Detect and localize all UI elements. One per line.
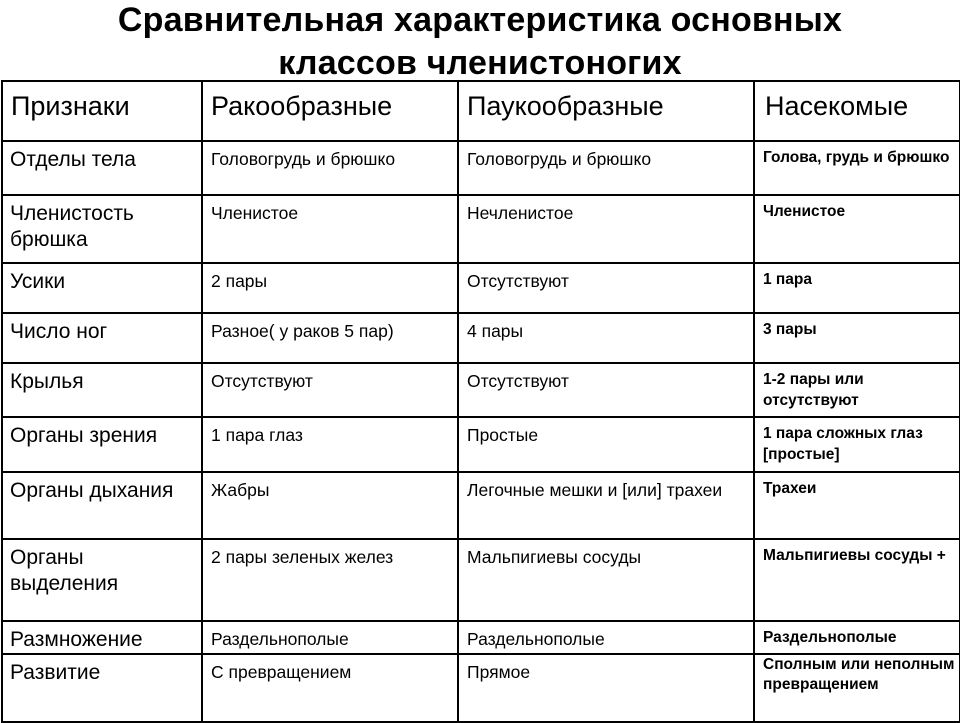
table-row	[2, 313, 960, 363]
insects-cell: Сполным или неполным превращением	[754, 654, 960, 722]
table-row	[2, 263, 960, 313]
crustaceans-cell: 1 пара глаз	[202, 417, 458, 472]
feature-cell: Размножение	[2, 621, 202, 654]
arachnids-cell: Легочные мешки и [или] трахеи	[458, 472, 754, 539]
table-row	[2, 417, 960, 472]
header-insects: Насекомые	[754, 81, 960, 141]
arachnids-cell: Отсутствуют	[458, 363, 754, 417]
table-row	[2, 472, 960, 539]
insects-cell: Трахеи	[754, 472, 960, 539]
arachnids-cell: 4 пары	[458, 313, 754, 363]
crustaceans-cell: Членистое	[202, 195, 458, 263]
insects-cell: Членистое	[754, 195, 960, 263]
table-row	[2, 141, 960, 195]
arachnids-cell: Раздельнополые	[458, 621, 754, 654]
feature-cell: Членистость брюшка	[2, 195, 202, 263]
feature-cell: Число ног	[2, 313, 202, 363]
table-header-row	[2, 81, 960, 141]
insects-cell: Мальпигиевы сосуды +	[754, 539, 960, 621]
header-arachnids: Паукообразные	[458, 81, 754, 141]
crustaceans-cell: Отсутствуют	[202, 363, 458, 417]
crustaceans-cell: 2 пары	[202, 263, 458, 313]
feature-cell: Крылья	[2, 363, 202, 417]
insects-cell: Раздельнополые	[754, 621, 960, 654]
feature-cell: Органы дыхания	[2, 472, 202, 539]
crustaceans-cell: Жабры	[202, 472, 458, 539]
arachnids-cell: Мальпигиевы сосуды	[458, 539, 754, 621]
arachnids-cell: Простые	[458, 417, 754, 472]
crustaceans-cell: С превращением	[202, 654, 458, 722]
header-features: Признаки	[2, 81, 202, 141]
feature-cell: Усики	[2, 263, 202, 313]
arachnids-cell: Нечленистое	[458, 195, 754, 263]
header-crustaceans: Ракообразные	[202, 81, 458, 141]
table-row	[2, 363, 960, 417]
table-row	[2, 621, 960, 654]
page-title	[0, 0, 960, 83]
comparison-table	[1, 80, 960, 723]
feature-cell: Отделы тела	[2, 141, 202, 195]
table-row	[2, 654, 960, 722]
arachnids-cell: Прямое	[458, 654, 754, 722]
insects-cell: 1-2 пары или отсутствуют	[754, 363, 960, 417]
insects-cell: 3 пары	[754, 313, 960, 363]
crustaceans-cell: Разное( у раков 5 пар)	[202, 313, 458, 363]
crustaceans-cell: Головогрудь и брюшко	[202, 141, 458, 195]
feature-cell: Развитие	[2, 654, 202, 722]
feature-cell: Органы зрения	[2, 417, 202, 472]
table-row	[2, 539, 960, 621]
arachnids-cell: Головогрудь и брюшко	[458, 141, 754, 195]
title-line-2: классов членистоногих	[278, 44, 682, 82]
title-line-1: Сравнительная характеристика основных	[117, 1, 843, 39]
crustaceans-cell: 2 пары зеленых желез	[202, 539, 458, 621]
insects-cell: 1 пара сложных глаз [простые]	[754, 417, 960, 472]
feature-cell: Органы выделения	[2, 539, 202, 621]
crustaceans-cell: Раздельнополые	[202, 621, 458, 654]
insects-cell: Голова, грудь и брюшко	[754, 141, 960, 195]
insects-cell: 1 пара	[754, 263, 960, 313]
arachnids-cell: Отсутствуют	[458, 263, 754, 313]
table-row	[2, 195, 960, 263]
